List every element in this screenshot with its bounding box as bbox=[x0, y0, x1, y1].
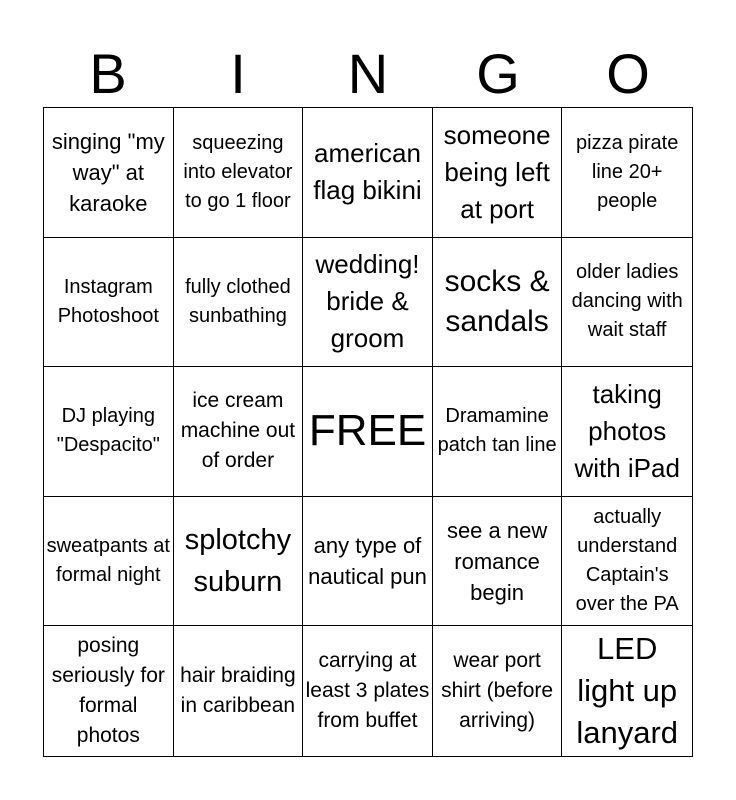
bingo-cell[interactable] bbox=[174, 108, 304, 238]
bingo-cell[interactable] bbox=[44, 497, 174, 627]
header-letter-n: N bbox=[347, 42, 389, 105]
bingo-cell[interactable] bbox=[562, 108, 692, 238]
bingo-cell[interactable] bbox=[562, 497, 692, 627]
cell-text: hair braiding in caribbean bbox=[180, 664, 296, 718]
header-letter-b: B bbox=[89, 42, 127, 105]
cell-text: american flag bikini bbox=[313, 138, 422, 206]
bingo-board bbox=[43, 107, 693, 757]
bingo-cell[interactable] bbox=[303, 497, 433, 627]
cell-text: ice cream machine out of order bbox=[180, 389, 296, 473]
bingo-cell[interactable] bbox=[44, 367, 174, 497]
bingo-cell[interactable] bbox=[174, 626, 304, 756]
cell-text: actually understand Captain's over the PA bbox=[575, 506, 679, 616]
cell-text: posing seriously for formal photos bbox=[51, 634, 165, 748]
cell-text: taking photos with iPad bbox=[574, 378, 680, 483]
cell-text: Instagram Photoshoot bbox=[57, 275, 159, 327]
cell-text: LED light up lanyard bbox=[576, 631, 679, 751]
bingo-cell[interactable] bbox=[174, 367, 304, 497]
bingo-cell[interactable] bbox=[562, 238, 692, 368]
bingo-cell[interactable] bbox=[433, 497, 563, 627]
bingo-cell[interactable] bbox=[562, 367, 692, 497]
bingo-cell[interactable] bbox=[433, 367, 563, 497]
bingo-header bbox=[43, 40, 693, 108]
cell-text: pizza pirate line 20+ people bbox=[576, 131, 679, 212]
bingo-cell[interactable] bbox=[303, 626, 433, 756]
bingo-cell[interactable] bbox=[562, 626, 692, 756]
cell-text: wear port shirt (before arriving) bbox=[441, 649, 554, 733]
header-letter-i: I bbox=[230, 42, 246, 105]
cell-text: carrying at least 3 plates from buffet bbox=[305, 649, 430, 733]
free-space-text: FREE bbox=[308, 406, 427, 456]
cell-text: any type of nautical pun bbox=[308, 533, 427, 590]
bingo-cell[interactable] bbox=[433, 108, 563, 238]
bingo-cell[interactable] bbox=[174, 497, 304, 627]
bingo-cell[interactable] bbox=[433, 238, 563, 368]
cell-text: splotchy suburn bbox=[184, 524, 292, 599]
cell-text: fully clothed sunbathing bbox=[185, 275, 291, 327]
header-letter-o: O bbox=[606, 42, 650, 105]
cell-text: wedding! bride & groom bbox=[315, 249, 420, 354]
cell-text: sweatpants at formal night bbox=[46, 535, 170, 587]
cell-text: someone being left at port bbox=[443, 119, 551, 224]
cell-text: socks & sandals bbox=[444, 264, 550, 338]
free-space[interactable] bbox=[303, 367, 433, 497]
bingo-cell[interactable] bbox=[44, 626, 174, 756]
bingo-cell[interactable] bbox=[303, 108, 433, 238]
header-letter-g: G bbox=[476, 42, 520, 105]
cell-text: DJ playing "Despacito" bbox=[56, 405, 160, 457]
bingo-cell[interactable] bbox=[44, 238, 174, 368]
bingo-cell[interactable] bbox=[174, 238, 304, 368]
cell-text: squeezing into elevator to go 1 floor bbox=[183, 131, 293, 212]
cell-text: singing "my way" at karaoke bbox=[51, 128, 165, 216]
bingo-cell[interactable] bbox=[303, 238, 433, 368]
bingo-cell[interactable] bbox=[44, 108, 174, 238]
cell-text: see a new romance begin bbox=[446, 517, 548, 605]
bingo-cell[interactable] bbox=[433, 626, 563, 756]
cell-text: older ladies dancing with wait staff bbox=[571, 261, 683, 342]
cell-text: Dramamine patch tan line bbox=[437, 405, 557, 457]
